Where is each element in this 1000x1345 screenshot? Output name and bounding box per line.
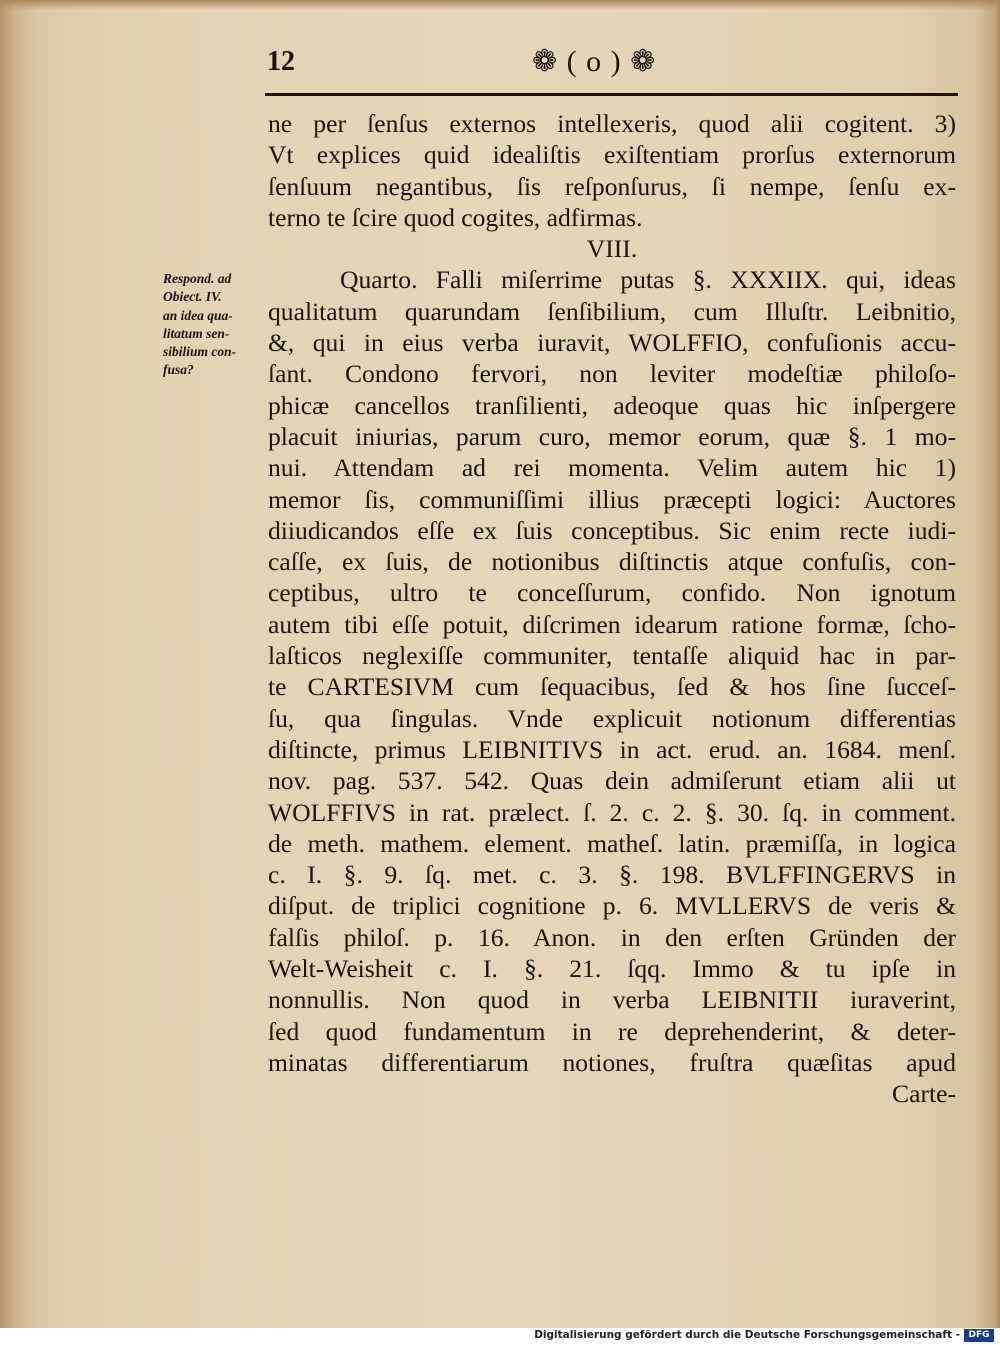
- text-line: diſtincte, primus LEIBNITIVS in act. erud. an. 1684. menſ.: [268, 734, 956, 764]
- text-line: placuit iniurias, parum curo, memor eorum, quæ §. 1 mo-: [268, 421, 956, 451]
- margin-note-line: Obiect. IV.: [163, 289, 222, 305]
- text-line: terno te ſcire quod cogites, adfirmas.: [268, 202, 643, 232]
- text-line: nui. Attendam ad rei momenta. Velim autem hic 1): [268, 453, 956, 483]
- text-line: Welt-Weisheit c. I. §. 21. ſqq. Immo & tu ipſe in: [268, 954, 956, 984]
- text-line: diſput. de triplici cognitione p. 6. MVLLERVS de veris &: [268, 891, 956, 921]
- text-line: memor ſis, communiſſimi illius præcepti logici: Auctores: [268, 484, 956, 514]
- text-line: Quarto. Falli miſerrime putas §. XXXIIX. qui, ideas: [340, 265, 956, 295]
- text-line: te CARTESIVM cum ſequacibus, ſed & hos ſine ſucceſ-: [268, 672, 956, 702]
- text-line: autem tibi eſſe potuit, diſcrimen idearum ratione formæ, ſcho-: [268, 609, 956, 639]
- footer-credit: Digitalisierung gefördert durch die Deutsche Forschungsgemeinschaft -: [534, 1329, 960, 1341]
- text-line: ceptibus, ultro te conceſſurum, confido. Non ignotum: [268, 578, 956, 608]
- text-line: ſu, qua ſingulas. Vnde explicuit notionum differentias: [268, 703, 956, 733]
- running-head-ornament: ❁ ( o ) ❁: [532, 45, 657, 78]
- text-line: caſſe, ex ſuis, de notionibus diſtinctis atque confuſis, con-: [268, 547, 956, 577]
- text-line: de meth. mathem. element. matheſ. latin. præmiſſa, in logica: [268, 828, 956, 858]
- text-line: minatas differentiarum notiones, fruſtra quæſitas apud: [268, 1047, 956, 1077]
- margin-note-line: fusa?: [163, 362, 194, 378]
- text-line: falſis philoſ. p. 16. Anon. in den erſten Gründen der: [268, 922, 956, 952]
- catchword: Carte-: [892, 1079, 956, 1109]
- text-line: qualitatum quarundam ſenſibilium, cum Illuſtr. Leibnitio,: [268, 296, 956, 326]
- text-line: WOLFFIVS in rat. prælect. ſ. 2. c. 2. §. 30. ſq. in comment.: [268, 797, 956, 827]
- text-line: laſticos neglexiſſe communiter, tentaſſe aliquid hac in par-: [268, 641, 956, 671]
- text-line: ſed quod fundamentum in re deprehenderint, & deter-: [268, 1016, 956, 1046]
- text-line: ſenſuum negantibus, ſis reſponſurus, ſi nempe, ſenſu ex-: [268, 171, 956, 201]
- margin-note-line: an idea qua-: [163, 307, 233, 323]
- margin-note-line: Respond. ad: [163, 271, 232, 286]
- body-text: [268, 108, 956, 1110]
- dfg-logo-icon[interactable]: DFG: [964, 1329, 994, 1342]
- text-line: nonnullis. Non quod in verba LEIBNITII iuraverint,: [268, 985, 956, 1015]
- text-line: ſant. Condono fervori, non leviter modeſtiæ philoſo-: [268, 359, 956, 389]
- margin-note-line: litatum sen-: [163, 325, 230, 341]
- text-line: phicæ cancellos tranſilienti, adeoque quas hic inſpergere: [268, 390, 956, 420]
- text-line: c. I. §. 9. ſq. met. c. 3. §. 198. BVLFFINGERVS in: [268, 860, 956, 890]
- page-edge: [0, 0, 1000, 10]
- margin-note-line: sibilium con-: [163, 344, 237, 360]
- text-line: diiudicandos eſſe ex ſuis conceptibus. Sic enim recte iudi-: [268, 515, 956, 545]
- text-line: ne per ſenſus externos intellexeris, quod alii cogitent. 3): [268, 109, 956, 138]
- page-header: [255, 42, 960, 86]
- text-line: nov. pag. 537. 542. Quas dein admiſerunt etiam alii ut: [268, 766, 956, 796]
- text-line: &, qui in eius verba iuravit, WOLFFIO, confuſionis accu-: [268, 328, 956, 358]
- margin-note: [163, 270, 265, 380]
- section-heading: VIII.: [586, 234, 638, 264]
- digitization-footer: [0, 1328, 1000, 1345]
- header-rule: [265, 93, 958, 96]
- text-line: Vt explices quid idealiſtis exiſtentiam prorſus externorum: [268, 140, 956, 170]
- page-number: 12: [267, 46, 295, 77]
